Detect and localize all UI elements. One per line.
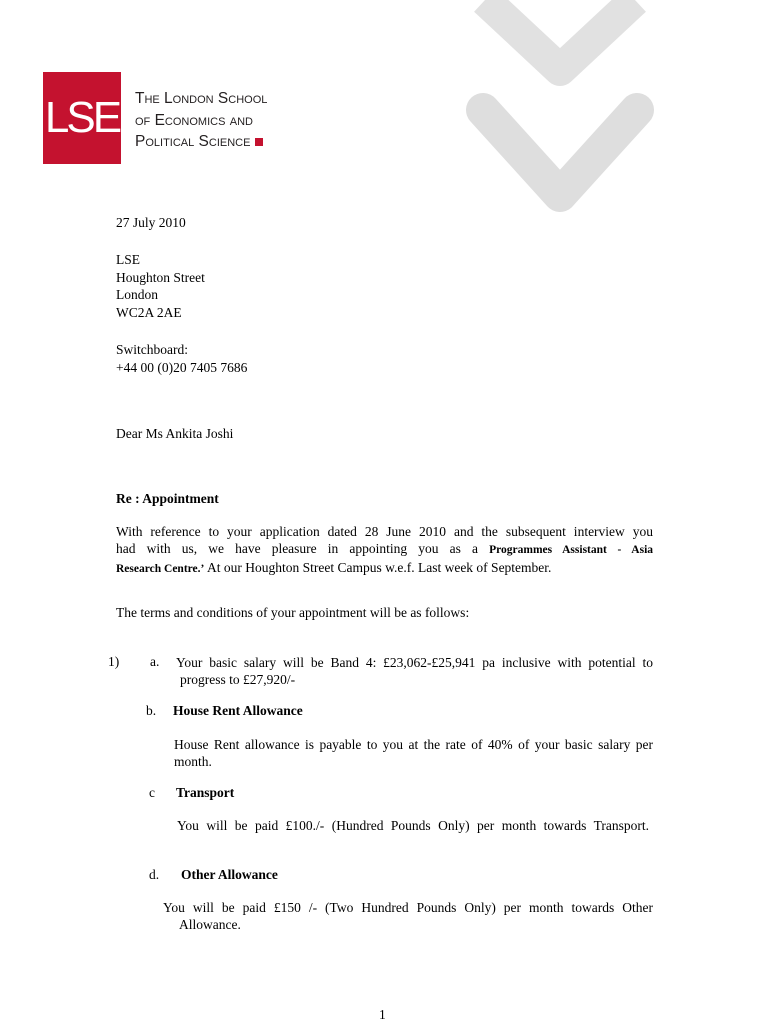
lse-logo-mark: LSE	[44, 93, 120, 142]
address-block	[116, 251, 205, 321]
item-d-marker: d.	[149, 867, 160, 882]
red-square-icon	[255, 138, 263, 146]
switchboard-label: Switchboard:	[116, 342, 188, 357]
item-number: 1)	[108, 654, 120, 669]
position-title: Research Centre.’	[116, 563, 205, 575]
item-b-text: House Rent allowance is payable to you at the rate of 40% of your basic salary per month.	[174, 737, 653, 769]
salutation: Dear Ms Ankita Joshi	[116, 426, 234, 441]
letter-date: 27 July 2010	[116, 215, 186, 230]
item-a-marker: a.	[150, 654, 160, 669]
item-d-text: You will be paid £150 /- (Two Hundred Pounds Only) per month towards Other Allowance.	[163, 900, 653, 932]
item-b-heading: House Rent Allowance	[173, 703, 303, 718]
address-line: WC2A 2AE	[116, 304, 182, 320]
intro-line: Research Centre.’ At our Houghton Street Campus w.e.f. Last week of September.	[116, 560, 552, 575]
terms-intro: The terms and conditions of your appointment will be as follows:	[116, 605, 470, 620]
item-c-heading: Transport	[176, 785, 235, 800]
intro-line: had with us, we have pleasure in appointing you as a Programmes Assistant - Asia	[116, 541, 654, 556]
item-c-marker: c	[149, 785, 155, 800]
intro-paragraph	[116, 523, 653, 578]
item-a-text: Your basic salary will be Band 4: £23,062-£25,941 pa inclusive with potential to progress to £27,920/-	[176, 655, 653, 687]
position-title: Programmes Assistant - Asia	[489, 544, 654, 556]
institution-name-line: Political Science	[135, 133, 251, 150]
intro-line: With reference to your application dated 28 June 2010 and the subsequent interview you	[116, 524, 653, 539]
address-line: Houghton Street	[116, 269, 205, 285]
lse-logo	[43, 72, 121, 164]
item-d-heading: Other Allowance	[181, 867, 278, 882]
item-b-marker: b.	[146, 703, 157, 718]
switchboard-block	[116, 341, 247, 376]
chevron-watermark-icon	[455, 0, 665, 235]
subject-line: Re : Appointment	[116, 491, 219, 506]
switchboard-number: +44 00 (0)20 7405 7686	[116, 359, 248, 375]
item-c-text: You will be paid £100./- (Hundred Pounds Only) per month towards Transport.	[177, 818, 649, 833]
institution-name	[135, 88, 267, 153]
institution-name-line: of Economics and	[135, 111, 253, 129]
institution-name-line: The London School	[135, 90, 268, 107]
page-number: 1	[379, 1007, 386, 1022]
address-line: London	[116, 287, 158, 302]
address-line: LSE	[116, 252, 141, 267]
